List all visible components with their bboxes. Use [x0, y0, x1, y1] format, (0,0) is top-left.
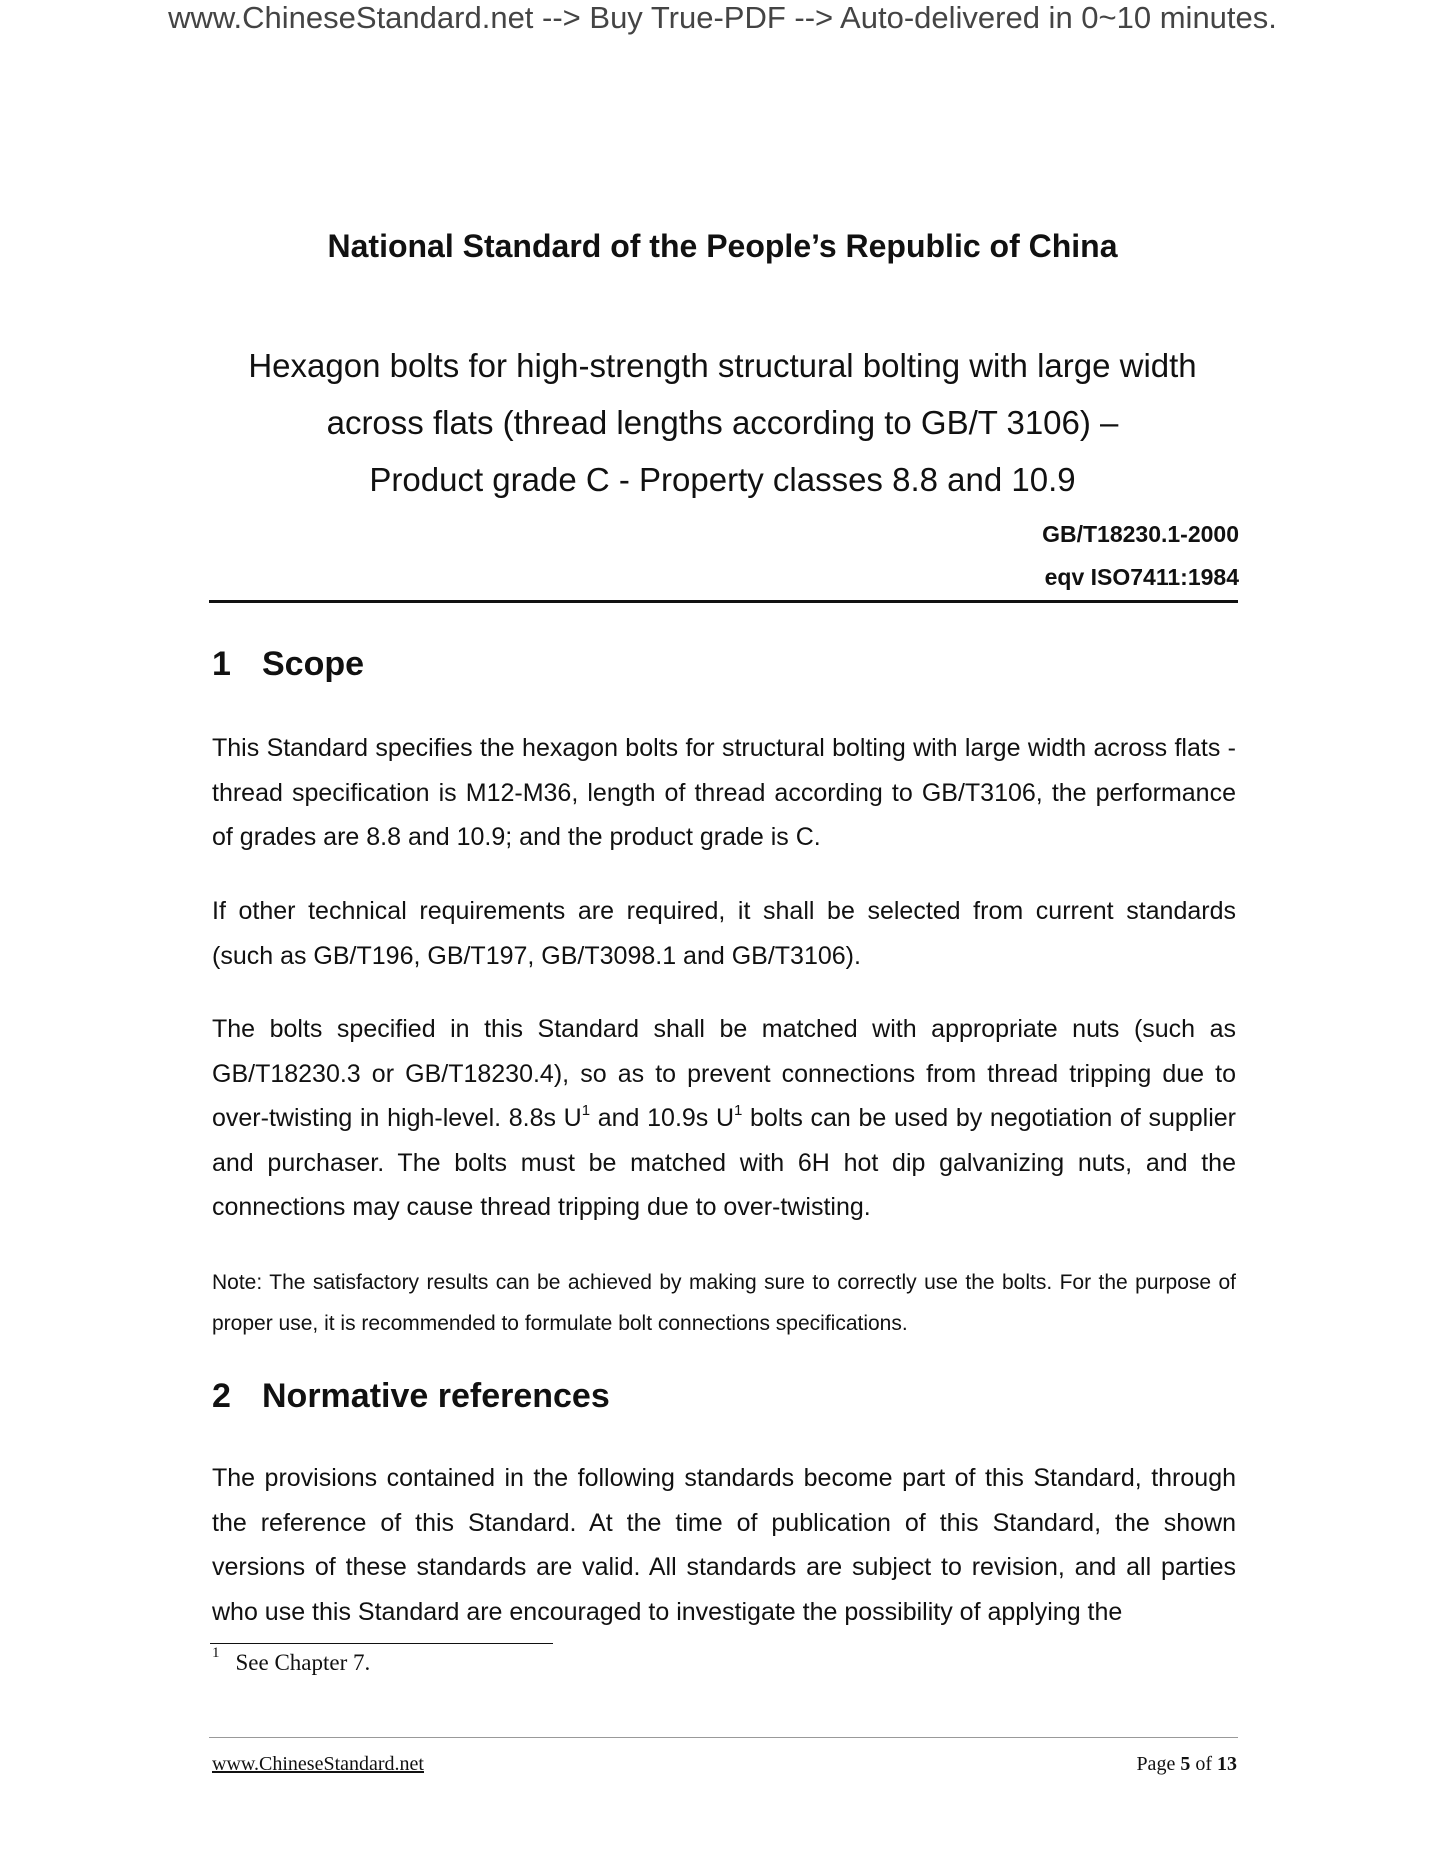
footer-website-link[interactable]: www.ChineseStandard.net	[212, 1753, 424, 1775]
text-run: The bolts specified in this Standard shall be matched with appropriate nuts (such as GB/T18230.3 or GB/T18230.4), so as to prevent connections from thread tripping due to over-twisting in high-level. 8.8s U	[212, 1015, 1236, 1132]
section-title: Scope	[262, 645, 365, 683]
title-divider	[209, 600, 1238, 603]
footnote-ref[interactable]: 1	[581, 1101, 591, 1119]
document-title-line-3: Product grade C - Property classes 8.8 and 10.9	[369, 461, 1076, 498]
footnote-marker: 1	[212, 1645, 220, 1662]
page-separator: of	[1190, 1753, 1217, 1775]
scope-paragraph-1: This Standard specifies the hexagon bolts for structural bolting with large width across flats - thread specification is M12-M36, length of thread according to GB/T3106, the performance of grades are 8.8 and 10.9; and the product grade is C.	[212, 734, 1236, 851]
page-prefix: Page	[1136, 1753, 1181, 1775]
text-run: and 10.9s U	[590, 1104, 735, 1132]
footnote	[212, 1645, 371, 1676]
document-title	[0, 337, 1445, 508]
scope-note: Note: The satisfactory results can be achieved by making sure to correctly use the bolts. For the purpose of proper use, it is recommended to formulate bolt connections specifications.	[212, 1271, 1236, 1335]
footer-divider	[209, 1737, 1238, 1738]
section-number: 1	[212, 645, 231, 683]
document-title-line-1: Hexagon bolts for high-strength structural bolting with large width	[248, 347, 1197, 384]
footnote-text: See Chapter 7.	[235, 1650, 371, 1675]
section-1-heading	[212, 645, 364, 684]
scope-paragraph-2: If other technical requirements are required, it shall be selected from current standards (such as GB/T196, GB/T197, GB/T3098.1 and GB/T3106).	[212, 897, 1236, 970]
equivalence-reference: eqv ISO7411:1984	[1044, 564, 1239, 590]
scope-paragraph-3	[212, 1007, 1236, 1230]
document-title-line-2: across flats (thread lengths according to GB/T 3106) –	[326, 404, 1119, 441]
page-number	[1136, 1753, 1237, 1776]
footnote-ref[interactable]: 1	[734, 1101, 743, 1119]
current-page: 5	[1180, 1753, 1191, 1775]
normative-references-paragraph: The provisions contained in the following standards become part of this Standard, through the reference of this Standard. At the time of publication of this Standard, the shown versions of these standards are valid. All standards are subject to revision, and all parties who use this Standard are encouraged to investigate the possibility of applying the	[212, 1464, 1236, 1626]
standard-identifiers	[1042, 513, 1239, 599]
section-number: 2	[212, 1377, 231, 1415]
promo-banner: www.ChineseStandard.net --> Buy True-PDF --> Auto-delivered in 0~10 minutes.	[168, 0, 1277, 35]
text-run: bolts can be used by negotiation of supplier and purchaser. The bolts must be matched with 6H hot dip galvanizing nuts, and the connections may cause thread tripping due to over-twisting.	[212, 1104, 1236, 1221]
standard-number: GB/T18230.1-2000	[1042, 521, 1239, 547]
section-2-heading	[212, 1377, 610, 1416]
total-pages: 13	[1217, 1753, 1237, 1775]
section-title: Normative references	[262, 1377, 610, 1415]
footnote-divider	[210, 1643, 553, 1644]
national-standard-heading: National Standard of the People’s Republic of China	[327, 228, 1118, 264]
